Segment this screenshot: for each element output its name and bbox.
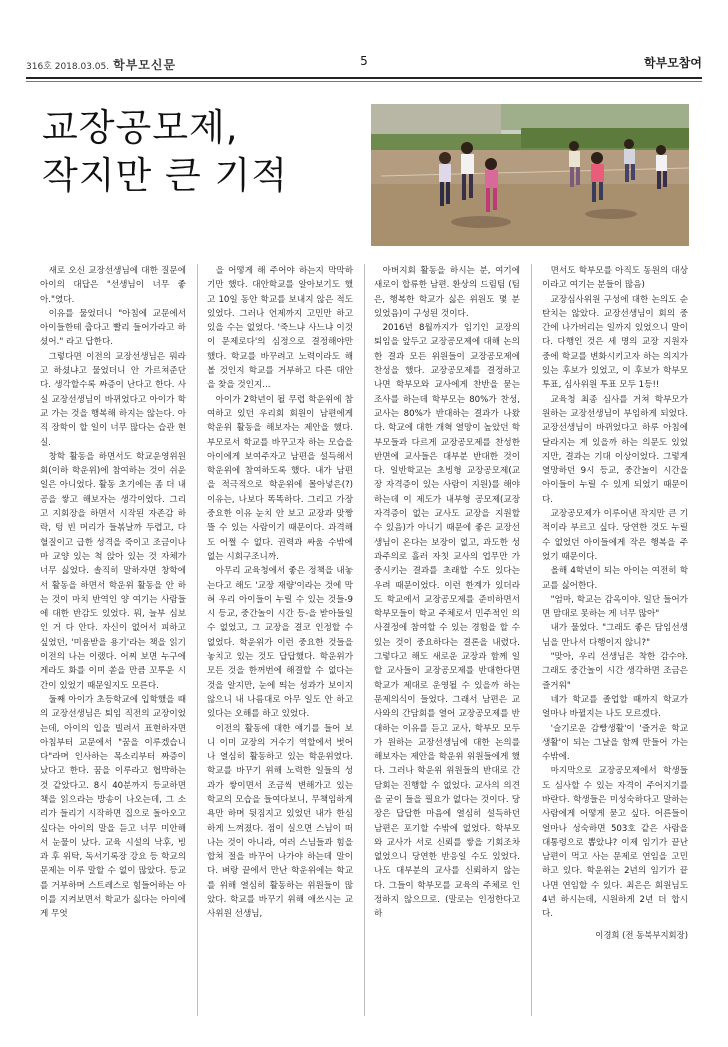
page-header bbox=[26, 52, 702, 74]
paragraph: 올해 4학년이 되는 아이는 여전히 학교를 싫어한다. bbox=[542, 566, 688, 591]
author-byline: 이경희 (전 동북부지회장) bbox=[595, 929, 688, 940]
paragraph: 교장공모제가 이루어낸 작지만 큰 기적이라 부르고 싶다. 당연한 것도 누릴 수 없었던 아이들에게 작은 행복을 주었기 때문이다. bbox=[542, 509, 688, 562]
paragraph: 2016년 8월까지가 임기인 교장의 퇴임을 앞두고 교장공모제에 대해 논의한 결과 모든 위원들이 교장공모제에 찬성을 했다. 교장공모제를 결정하고 나면 학부모와 교사에게 찬반을 묻는 조사를 하는데 학부모는 80%가 찬성, 교사는 80%가 반대하는 결과가 나왔다. 학교에 대한 개혁 열망이 높았던 학부모들과 다르게 교장공모제를 찬성한 반면에 교사들은 대부분 반대한 것이다. 일반학교는 초빙형 교장공모제(교장 자격증이 있는 사람이 지원)를 해야 하는데 이 제도가 내부형 공모제(교장 자격증이 없는 교사도 교장을 지원할 수 있음)가 아니기 때문에 좋은 교장선생님이 온다는 보장이 없고, 과도한 성과주의로 흘러 자칫 교사의 업무만 가중시키는 결과를 초래할 수도 있다는 우려 때문이었다. 이런 한계가 있더라도 학교에서 교장공모제를 준비하면서 학부모들이 학교 주체로서 민주적인 의사결정에 참여할 수 있는 경험을 할 수 있는 것이 중요하다는 결론을 내렸다. 그렇다고 해도 새로운 교장과 함께 일할 교사들이 교장공모제를 반대한다면 학교가 제대로 운영될 수 있을까 하는 문제의식이 들었다. 그래서 남편은 교사와의 간담회를 열어 교장공모제를 반대하는 이유를 듣고 교사, 학부모 모두가 원하는 교장선생님에 대한 논의를 해보자는 제안을 학운위 위원들에게 했다. 그러나 학운위 위원들의 반대로 간담회는 진행할 수 없었다. 교사의 의견을 굳이 들을 필요가 없다는 것이다. 당장은 답답한 마음에 열심히 설득하던 남편은 포기할 수밖에 없었다. 학부모와 교사가 서로 신뢰를 쌓을 기회조차 없었으니 당연한 반응일 수도 있었다. 나도 대부분의 교사를 신뢰하지 않는다. 그들이 학부모를 교육의 주체로 인정하지 않으므로. (말로는 인정한다고 하 bbox=[374, 323, 520, 920]
paragraph: 면서도 학부모를 아직도 동원의 대상이라고 여기는 분들이 많음) bbox=[542, 266, 688, 291]
paragraph: 네가 학교를 졸업할 때까지 학교가 얼마나 바뀔지는 나도 모르겠다. bbox=[542, 694, 688, 720]
paragraph: "엄마, 학교는 감옥이야. 일단 들어가면 맘대로 못하는 게 너무 많아" bbox=[542, 594, 688, 620]
paragraph: 그렇다면 이전의 교장선생님은 뭐라고 하셨냐고 물었더니 안 가르쳐준단다. 생각할수록 짜증이 난다고 한다. 사실 교장선생님이 바뀌었다고 아이가 학교 가는 것을 행복해 하지는 않는다. 아직 장학이 할 일이 너무 많다는 습관 현실. bbox=[40, 351, 186, 448]
article-column-1 bbox=[40, 264, 186, 1016]
children-playing-photo bbox=[371, 104, 689, 246]
article-column-4 bbox=[542, 264, 688, 1016]
paragraph: 아무리 교육청에서 좋은 정책을 내놓는다고 해도 '교장 재량'이라는 것에 막혀 우리 아이들이 누릴 수 있는 것들-9시 등교, 중간놀이 시간 등-을 받아들일 수 없었고, 그 교장을 결코 인정할 수 없었다. 학운위가 이런 중요한 것들을 놓치고 있는 것도 답답했다. 학운위가 모든 것을 한꺼번에 해결할 수 없다는 것을 알지만, 눈에 띄는 성과가 보이지 않으니 내 나름대로 아무 일도 안 하고 있다는 오해를 하고 있었다. bbox=[207, 566, 353, 720]
paragraph: 내가 물었다. "그래도 좋은 담임선생님을 만나서 다행이지 않니?" bbox=[542, 623, 688, 648]
paragraph: 이유를 물었더니 "아침에 교문에서 아이들한테 춥다고 빨리 들어가라고 하셨어." 라고 답한다. bbox=[40, 308, 186, 348]
paragraph: 이전의 활동에 대한 얘기를 들어 보니 이미 교장의 거수기 역할에서 벗어나 열심히 활동하고 있는 학운위였다. 학교를 바꾸기 위해 노력한 일들의 성과가 쌓이면서 조금씩 변해가고 있는 학교의 모습을 들여다보니, 무책임하게 욕만 하며 뒷짐지고 있었던 내가 한심하게 느껴졌다. 점이 실으면 스님이 떠나는 것이 아니라, 여러 스님들과 힘을 합쳐 절을 바꾸어 나가야 하는데 말이다. 벼랑 끝에서 만난 학운위에는 학교를 위해 열심히 활동하는 위원들이 많았다. 학교를 바꾸기 위해 애쓰시는 교사위원 선생님, bbox=[207, 723, 353, 920]
column-divider bbox=[531, 264, 532, 1016]
paragraph: 창학 활동을 하면서도 학교운영위원회(이하 학운위)에 참여하는 것이 쉬운 일은 아니었다. 활동 초기에는 좀 더 내공을 쌓고 해보자는 생각이었다. 그리고 지회장을 하면서 시작된 자존감 하락, 텅 빈 머리가 들볶날까 두렵고, 다혈질이고 급한 성격을 죽이고 조금이나마 교양 있는 척 앉아 있는 것 자체가 너무 싫었다. 솔직히 말하자면 창학에서 활동을 하면서 학운위 활동을 안 하는 것이 마치 반역인 양 여기는 사람들에 대한 반감도 있었다. 뭐, 늘부 심보인 거 다 안다. 자신이 없어서 피하고 싶었던, '미움받을 용기'라는 책을 읽기 이전의 나는 이랬다. 어찌 보면 누구에게라도 화를 이미 쏟을 만큼 꼬투운 시간이 있었기 때문일지도 모른다. bbox=[40, 451, 186, 691]
article-column-3 bbox=[374, 264, 520, 1016]
paragraph: 아이가 2학년이 될 무렵 학운위에 참여하고 있던 우리회 회원이 남편에게 학운위 활동을 해보자는 제안을 했다. 부모로서 학교를 바꾸고자 하는 모습을 아이에게 보여주자고 남편을 설득해서 학운위에 참여하도록 했다. 내가 남편을 적극적으로 학운위에 몰아넣은(?) 이유는, 나보다 똑똑하다. 그리고 가장 중요한 이유 눈치 안 보고 교장과 맞짱 뜰 수 있는 사람이기 때문이다. 과격해도 어쩔 수 없다. 권력과 싸움 수밖에 없는 시회구조니까. bbox=[207, 394, 353, 562]
section-title: 학부모참여 bbox=[644, 56, 702, 70]
publication-logo: 학부모신문 bbox=[113, 58, 177, 72]
headline-line-2: 작지만 큰 기적 bbox=[42, 154, 288, 197]
header-rule bbox=[26, 77, 702, 79]
paragraph: 을 어떻게 해 주어야 하는지 막막하기만 했다. 대안학교를 알아보기도 했고 10일 동안 학교를 보내지 않은 적도 있었다. 그러나 언제까지 고민만 하고 있을 수는 없었다. '죽느냐 사느냐 이것이 문제로다'의 심정으로 결정해야만 했다. 학교를 바꾸려고 노력이라도 해 볼 것인지 학교를 거부하고 다른 대안을 찾을 것인지... bbox=[207, 266, 353, 391]
paragraph: 새로 오신 교장선생님에 대한 질문에 아이의 대답은 "선생님이 너무 좋아."였다. bbox=[40, 266, 186, 305]
article-column-2 bbox=[207, 264, 353, 1016]
paragraph: '슬기로운 감빵생활'이 '즐거운 학교생활'이 되는 그날을 함께 만들어 가는 수밖에. bbox=[542, 723, 688, 763]
article-body bbox=[40, 264, 690, 1016]
paragraph: 아버지회 활동을 하시는 분, 여기에 새로이 합류한 남편. 환상의 드림팀 (팀은, 행복한 학교가 싫은 위원도 몇 분 있었음)이 구성된 것이다. bbox=[374, 266, 520, 319]
issue-date: 316호 2018.03.05. bbox=[26, 62, 110, 72]
header-rule-thin bbox=[26, 81, 702, 82]
column-divider bbox=[197, 264, 198, 1016]
page-number: 5 bbox=[360, 54, 368, 68]
paragraph: 교장심사위원 구성에 대한 논의도 순탄치는 않았다. 교장선생님이 회의 중간에 나가버리는 일까지 있었으니 말이다. 다행인 것은 세 명의 교장 지원자 중에 학교를 변화시키고자 하는 의지가 있는 후보가 있었고, 이 후보가 학부모 투표, 심사위원 투표 모두 1등!! bbox=[542, 294, 688, 391]
paragraph: 둘째 아이가 초등학교에 입학했을 때의 교장선생님은 퇴임 직전의 교장이었는데, 아이의 입을 빌려서 표현하자면 아침부터 교문에서 "꿈을 이루겠습니다"라며 인사하는 목소리부터 짜증이 났다고 한다. 꿈을 이루라고 협박하는 것 같았다고. 8시 40분까지 등교하면 책을 읽으라는 방송이 나오는데, 그 소리가 들리기 시작하면 집으로 돌아오고 싶다는 아이의 말을 듣고 너무 미안해서 눈물이 났다. 교육 시설의 낙후, 빙과 후 위탁, 독서기록장 강요 등 학교의 문제는 이루 말할 수 없이 많았다. 등교를 거부하며 스트레스로 힘들어하는 아이를 지켜보면서 학교가 싫다는 아이에게 무엇 bbox=[40, 694, 186, 920]
article-headline bbox=[42, 104, 342, 200]
headline-line-1: 교장공모제, bbox=[42, 106, 239, 149]
paragraph: "맞아, 우리 선생님은 착한 감수야. 그래도 중간놀이 시간 생각하면 조금은 즐거워" bbox=[542, 652, 688, 691]
column-divider bbox=[364, 264, 365, 1016]
paragraph: 교육청 최종 심사를 거쳐 학부모가 원하는 교장선생님이 부임하게 되었다. 교장선생님이 바뀌었다고 하루 아침에 달라지는 게 있을까 하는 의문도 있었지만, 결과는 기대 이상이었다. 그렇게 열망하던 9시 등교, 중간놀이 시간을 아이들이 누릴 수 있게 되었기 때문이다. bbox=[542, 394, 688, 505]
paragraph: 마지막으로 교장공모제에서 학생들도 심사할 수 있는 자격이 주어지기를 바란다. 학생들은 미성숙하다고 말하는 사람에게 어떻게 묻고 싶다. 어른들이 얼마나 성숙하면 503호 같은 사람을 대통령으로 뽑았냐? 이제 임기가 끝난 남편이 먹고 사는 문제로 연임을 고민하고 있다. 학운위는 2년의 임기가 끝나면 연임할 수 있다. 최은은 회원님도 4년 하시는데, 시원하게 2년 더 합시다. bbox=[542, 766, 688, 920]
